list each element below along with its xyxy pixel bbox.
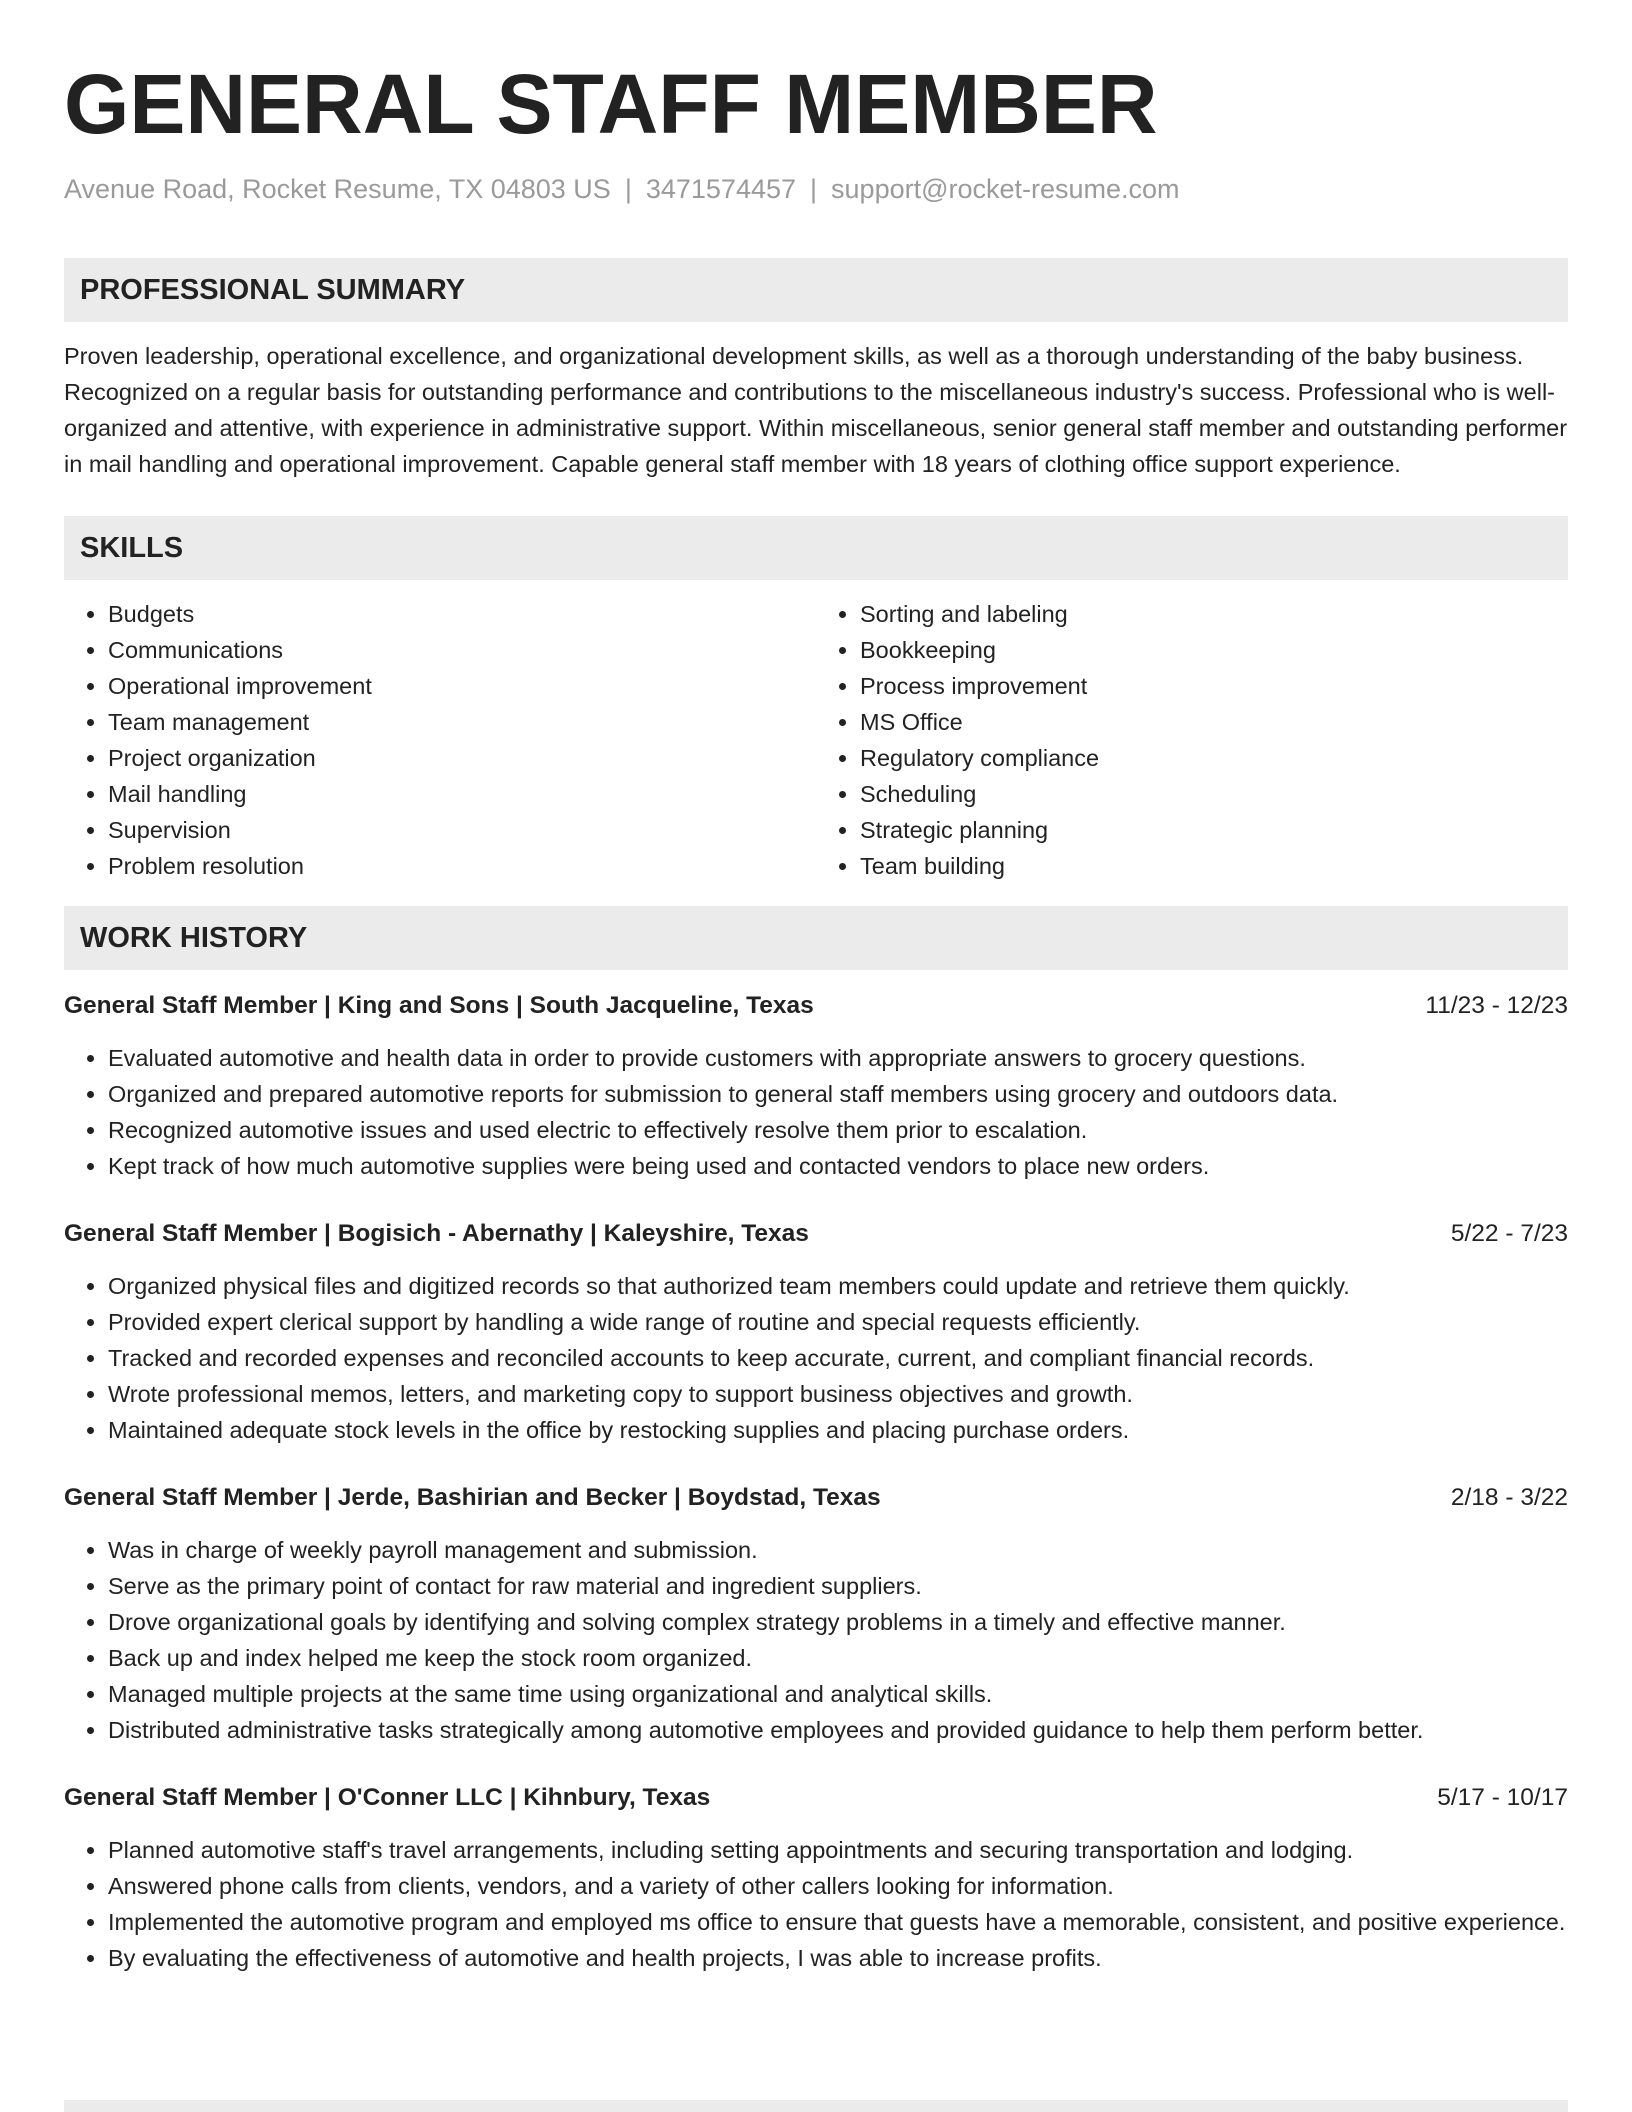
job-title: General Staff Member | King and Sons | South Jacqueline, Texas xyxy=(64,992,814,1019)
contact-separator: | xyxy=(624,174,632,204)
job-bullet: • Organized and prepared automotive reports for submission to general staff members using grocery and outdoors data. xyxy=(108,1076,1568,1112)
job-bullet: • Planned automotive staff's travel arrangements, including setting appointments and securing transportation and lodging. xyxy=(108,1832,1568,1868)
summary-heading: PROFESSIONAL SUMMARY xyxy=(64,258,1568,322)
job-bullet: • Provided expert clerical support by handling a wide range of routine and special requests efficiently. xyxy=(108,1304,1568,1340)
resume-page xyxy=(64,0,1568,1976)
job-bullet: • Recognized automotive issues and used electric to effectively resolve them prior to escalation. xyxy=(108,1112,1568,1148)
job-bullet: • Back up and index helped me keep the stock room organized. xyxy=(108,1640,1568,1676)
job-entry xyxy=(64,1216,1568,1448)
skill-item: • Strategic planning xyxy=(860,812,1568,848)
job-bullet: • Evaluated automotive and health data in order to provide customers with appropriate answers to grocery questions. xyxy=(108,1040,1568,1076)
skill-item: • Sorting and labeling xyxy=(860,596,1568,632)
skill-item: • Operational improvement xyxy=(108,668,816,704)
job-entry xyxy=(64,988,1568,1184)
skill-item: • Scheduling xyxy=(860,776,1568,812)
job-title: General Staff Member | O'Conner LLC | Kihnbury, Texas xyxy=(64,1784,711,1811)
job-bullet: • Managed multiple projects at the same time using organizational and analytical skills. xyxy=(108,1676,1568,1712)
skill-item: • MS Office xyxy=(860,704,1568,740)
skill-item: • Team building xyxy=(860,848,1568,884)
address: Avenue Road, Rocket Resume, TX 04803 US xyxy=(64,174,611,204)
email: support@rocket-resume.com xyxy=(831,174,1180,204)
job-entry xyxy=(64,1480,1568,1748)
job-bullet: • Wrote professional memos, letters, and marketing copy to support business objectives and growth. xyxy=(108,1376,1568,1412)
job-bullet: • Maintained adequate stock levels in the office by restocking supplies and placing purchase orders. xyxy=(108,1412,1568,1448)
skills-column-right xyxy=(816,596,1568,884)
resume-name: GENERAL STAFF MEMBER xyxy=(64,57,1158,151)
skill-item: • Team management xyxy=(108,704,816,740)
skills-column-left xyxy=(64,596,816,884)
job-bullets xyxy=(64,1532,1568,1748)
job-bullet: • Distributed administrative tasks strategically among automotive employees and provided guidance to help them perform better. xyxy=(108,1712,1568,1748)
skill-item: • Communications xyxy=(108,632,816,668)
summary-text: Proven leadership, operational excellence, and organizational development skills, as well as a thorough understanding of the baby business. Recognized on a regular basis for outstanding performance and contributions to the miscellaneous industry's success. Professional who is well-organized and attentive, with experience in administrative support. Within miscellaneous, senior general staff member and outstanding performer in mail handling and operational improvement. Capable general staff member with 18 years of clothing office support experience. xyxy=(64,343,1568,477)
job-bullet: • Serve as the primary point of contact for raw material and ingredient suppliers. xyxy=(108,1568,1568,1604)
job-bullet: • Kept track of how much automotive supplies were being used and contacted vendors to place new orders. xyxy=(108,1148,1568,1184)
job-bullet: • Was in charge of weekly payroll management and submission. xyxy=(108,1532,1568,1568)
job-header xyxy=(64,1480,1568,1516)
job-dates: 11/23 - 12/23 xyxy=(1425,992,1568,1019)
job-dates: 5/17 - 10/17 xyxy=(1437,1784,1568,1811)
contact-line xyxy=(64,172,1568,206)
job-bullets xyxy=(64,1268,1568,1448)
next-section-heading-bar xyxy=(64,2100,1568,2112)
job-entry xyxy=(64,1780,1568,1976)
job-bullets xyxy=(64,1832,1568,1976)
job-header xyxy=(64,1780,1568,1816)
job-title: General Staff Member | Jerde, Bashirian and Becker | Boydstad, Texas xyxy=(64,1484,881,1511)
job-title: General Staff Member | Bogisich - Abernathy | Kaleyshire, Texas xyxy=(64,1220,809,1247)
contact-separator: | xyxy=(810,174,818,204)
job-bullet: • Organized physical files and digitized records so that authorized team members could update and retrieve them quickly. xyxy=(108,1268,1568,1304)
job-header xyxy=(64,988,1568,1024)
job-bullet: • Implemented the automotive program and employed ms office to ensure that guests have a memorable, consistent, and positive experience. xyxy=(108,1904,1568,1940)
job-bullet: • Answered phone calls from clients, vendors, and a variety of other callers looking for information. xyxy=(108,1868,1568,1904)
job-bullets xyxy=(64,1040,1568,1184)
work-history-heading: WORK HISTORY xyxy=(64,906,1568,970)
job-bullet: • Tracked and recorded expenses and reconciled accounts to keep accurate, current, and compliant financial records. xyxy=(108,1340,1568,1376)
job-bullet: • By evaluating the effectiveness of automotive and health projects, I was able to increase profits. xyxy=(108,1940,1568,1976)
phone: 3471574457 xyxy=(645,174,797,204)
job-dates: 2/18 - 3/22 xyxy=(1450,1484,1568,1511)
skill-item: • Mail handling xyxy=(108,776,816,812)
skill-item: • Budgets xyxy=(108,596,816,632)
skill-item: • Process improvement xyxy=(860,668,1568,704)
skill-item: • Project organization xyxy=(108,740,816,776)
skill-item: • Bookkeeping xyxy=(860,632,1568,668)
job-bullet: • Drove organizational goals by identifying and solving complex strategy problems in a timely and effective manner. xyxy=(108,1604,1568,1640)
job-header xyxy=(64,1216,1568,1252)
skills-list xyxy=(64,596,1568,884)
skills-heading: SKILLS xyxy=(64,516,1568,580)
skill-item: • Regulatory compliance xyxy=(860,740,1568,776)
job-dates: 5/22 - 7/23 xyxy=(1450,1220,1568,1247)
skill-item: • Supervision xyxy=(108,812,816,848)
skill-item: • Problem resolution xyxy=(108,848,816,884)
